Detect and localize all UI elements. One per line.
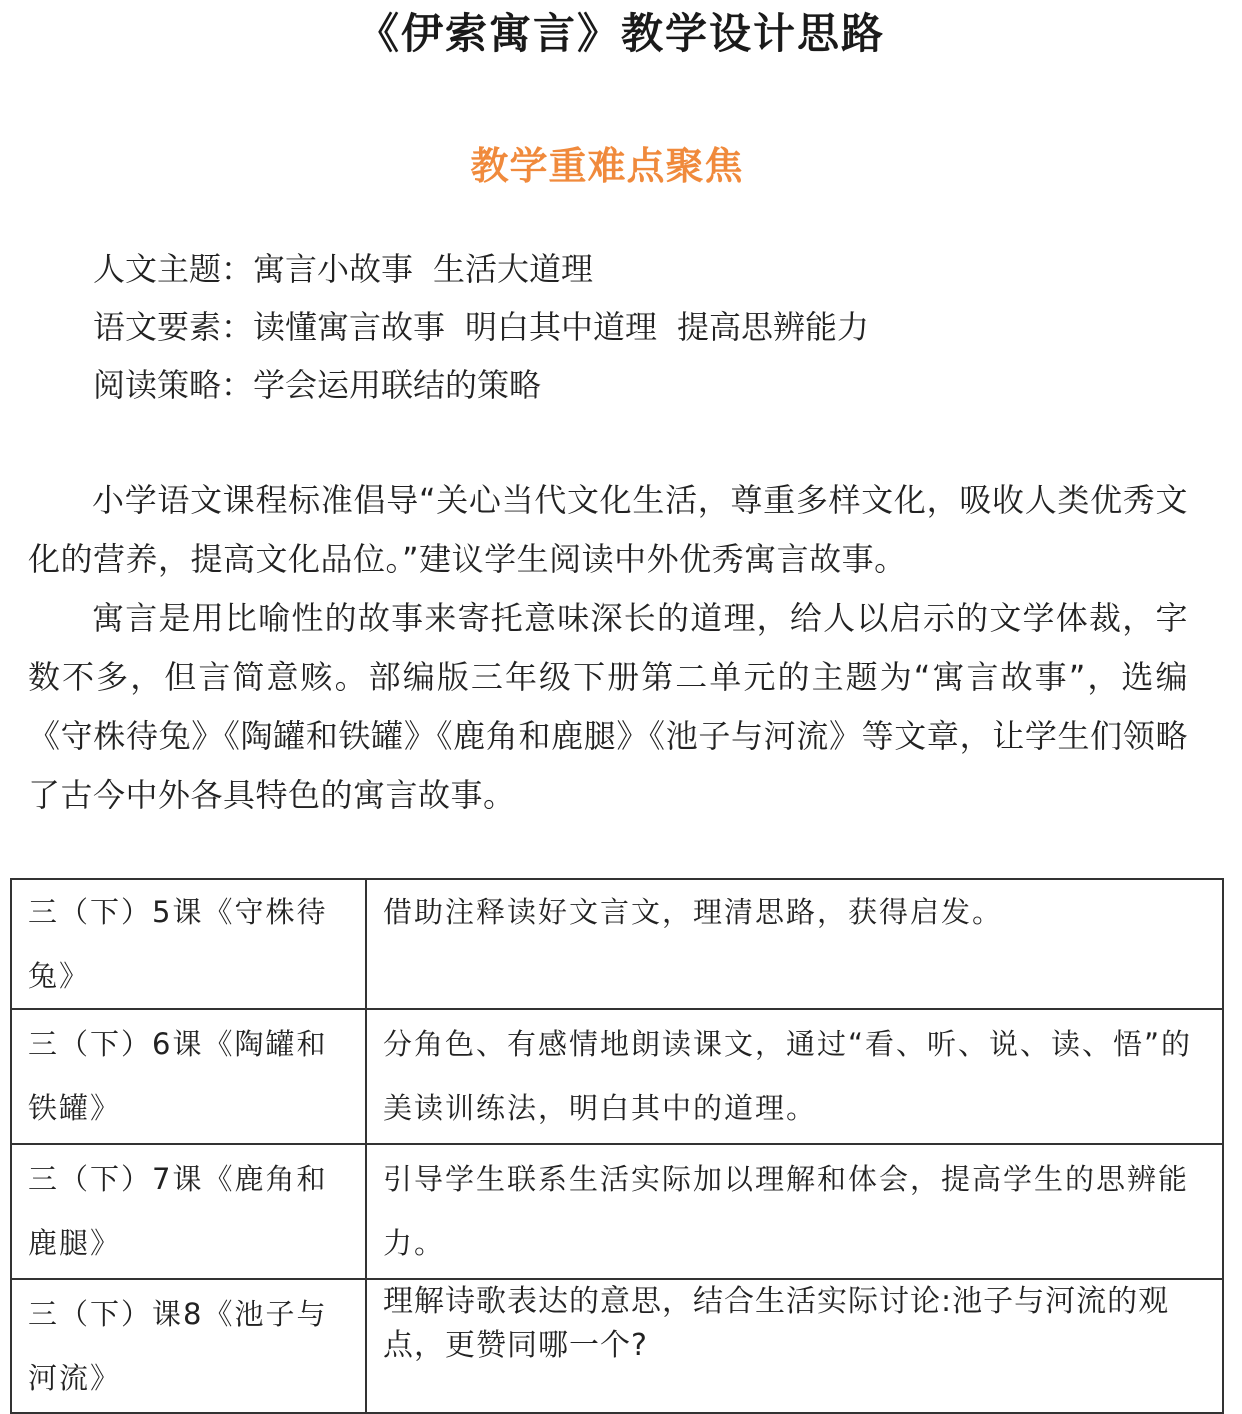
lesson-cell: 三（下）7课《鹿角和鹿腿》 xyxy=(11,1144,366,1279)
goal-cell: 借助注释读好文言文，理清思路，获得启发。 xyxy=(366,879,1223,1009)
focus-part: 寓言小故事 xyxy=(253,250,414,288)
paragraph-curriculum-standard: 小学语文课程标准倡导“关心当代文化生活，尊重多样文化，吸收人类优秀文化的营养，提高文化品位。”建议学生阅读中外优秀寓言故事。 xyxy=(28,481,1188,578)
focus-item-reading-strategy xyxy=(93,356,1193,414)
focus-item-language-elements xyxy=(93,298,1193,356)
focus-item-humanistic-theme xyxy=(93,240,1193,298)
paragraph-fable-intro: 寓言是用比喻性的故事来寄托意味深长的道理，给人以启示的文学体裁，字数不多，但言简意赅。部编版三年级下册第二单元的主题为“寓言故事”，选编《守株待兔》《陶罐和铁罐》《鹿角和鹿腿》《池子与河流》等文章，让学生们领略了古今中外各具特色的寓言故事。 xyxy=(28,599,1188,814)
focus-part: 读懂寓言故事 xyxy=(253,308,446,346)
lesson-cell: 三（下）5课《守株待兔》 xyxy=(11,879,366,1009)
page-title: 《伊索寓言》教学设计思路 xyxy=(356,9,885,58)
focus-part: 提高思辨能力 xyxy=(677,308,870,346)
focus-part: 学会运用联结的策略 xyxy=(253,366,542,404)
lesson-cell: 三（下）课8《池子与河流》 xyxy=(11,1279,366,1413)
goal-cell: 分角色、有感情地朗读课文，通过“看、听、说、读、悟”的美读训练法，明白其中的道理。 xyxy=(366,1009,1223,1144)
lessons-table xyxy=(10,878,1224,1414)
focus-part: 明白其中道理 xyxy=(465,308,658,346)
focus-part: 生活大道理 xyxy=(433,250,594,288)
lesson-cell: 三（下）6课《陶罐和铁罐》 xyxy=(11,1009,366,1144)
focus-label: 语文要素： xyxy=(93,308,254,346)
table-row xyxy=(11,1144,1223,1279)
focus-list xyxy=(93,240,1193,414)
goal-cell: 理解诗歌表达的意思，结合生活实际讨论:池子与河流的观点，更赞同哪一个? xyxy=(366,1279,1223,1413)
table-row xyxy=(11,1009,1223,1144)
focus-label: 阅读策略： xyxy=(93,366,254,404)
focus-label: 人文主题： xyxy=(93,250,254,288)
goal-cell: 引导学生联系生活实际加以理解和体会，提高学生的思辨能力。 xyxy=(366,1144,1223,1279)
table-row xyxy=(11,879,1223,1009)
section-heading: 教学重难点聚焦 xyxy=(470,144,744,188)
body-text xyxy=(28,471,1188,825)
table-row xyxy=(11,1279,1223,1413)
